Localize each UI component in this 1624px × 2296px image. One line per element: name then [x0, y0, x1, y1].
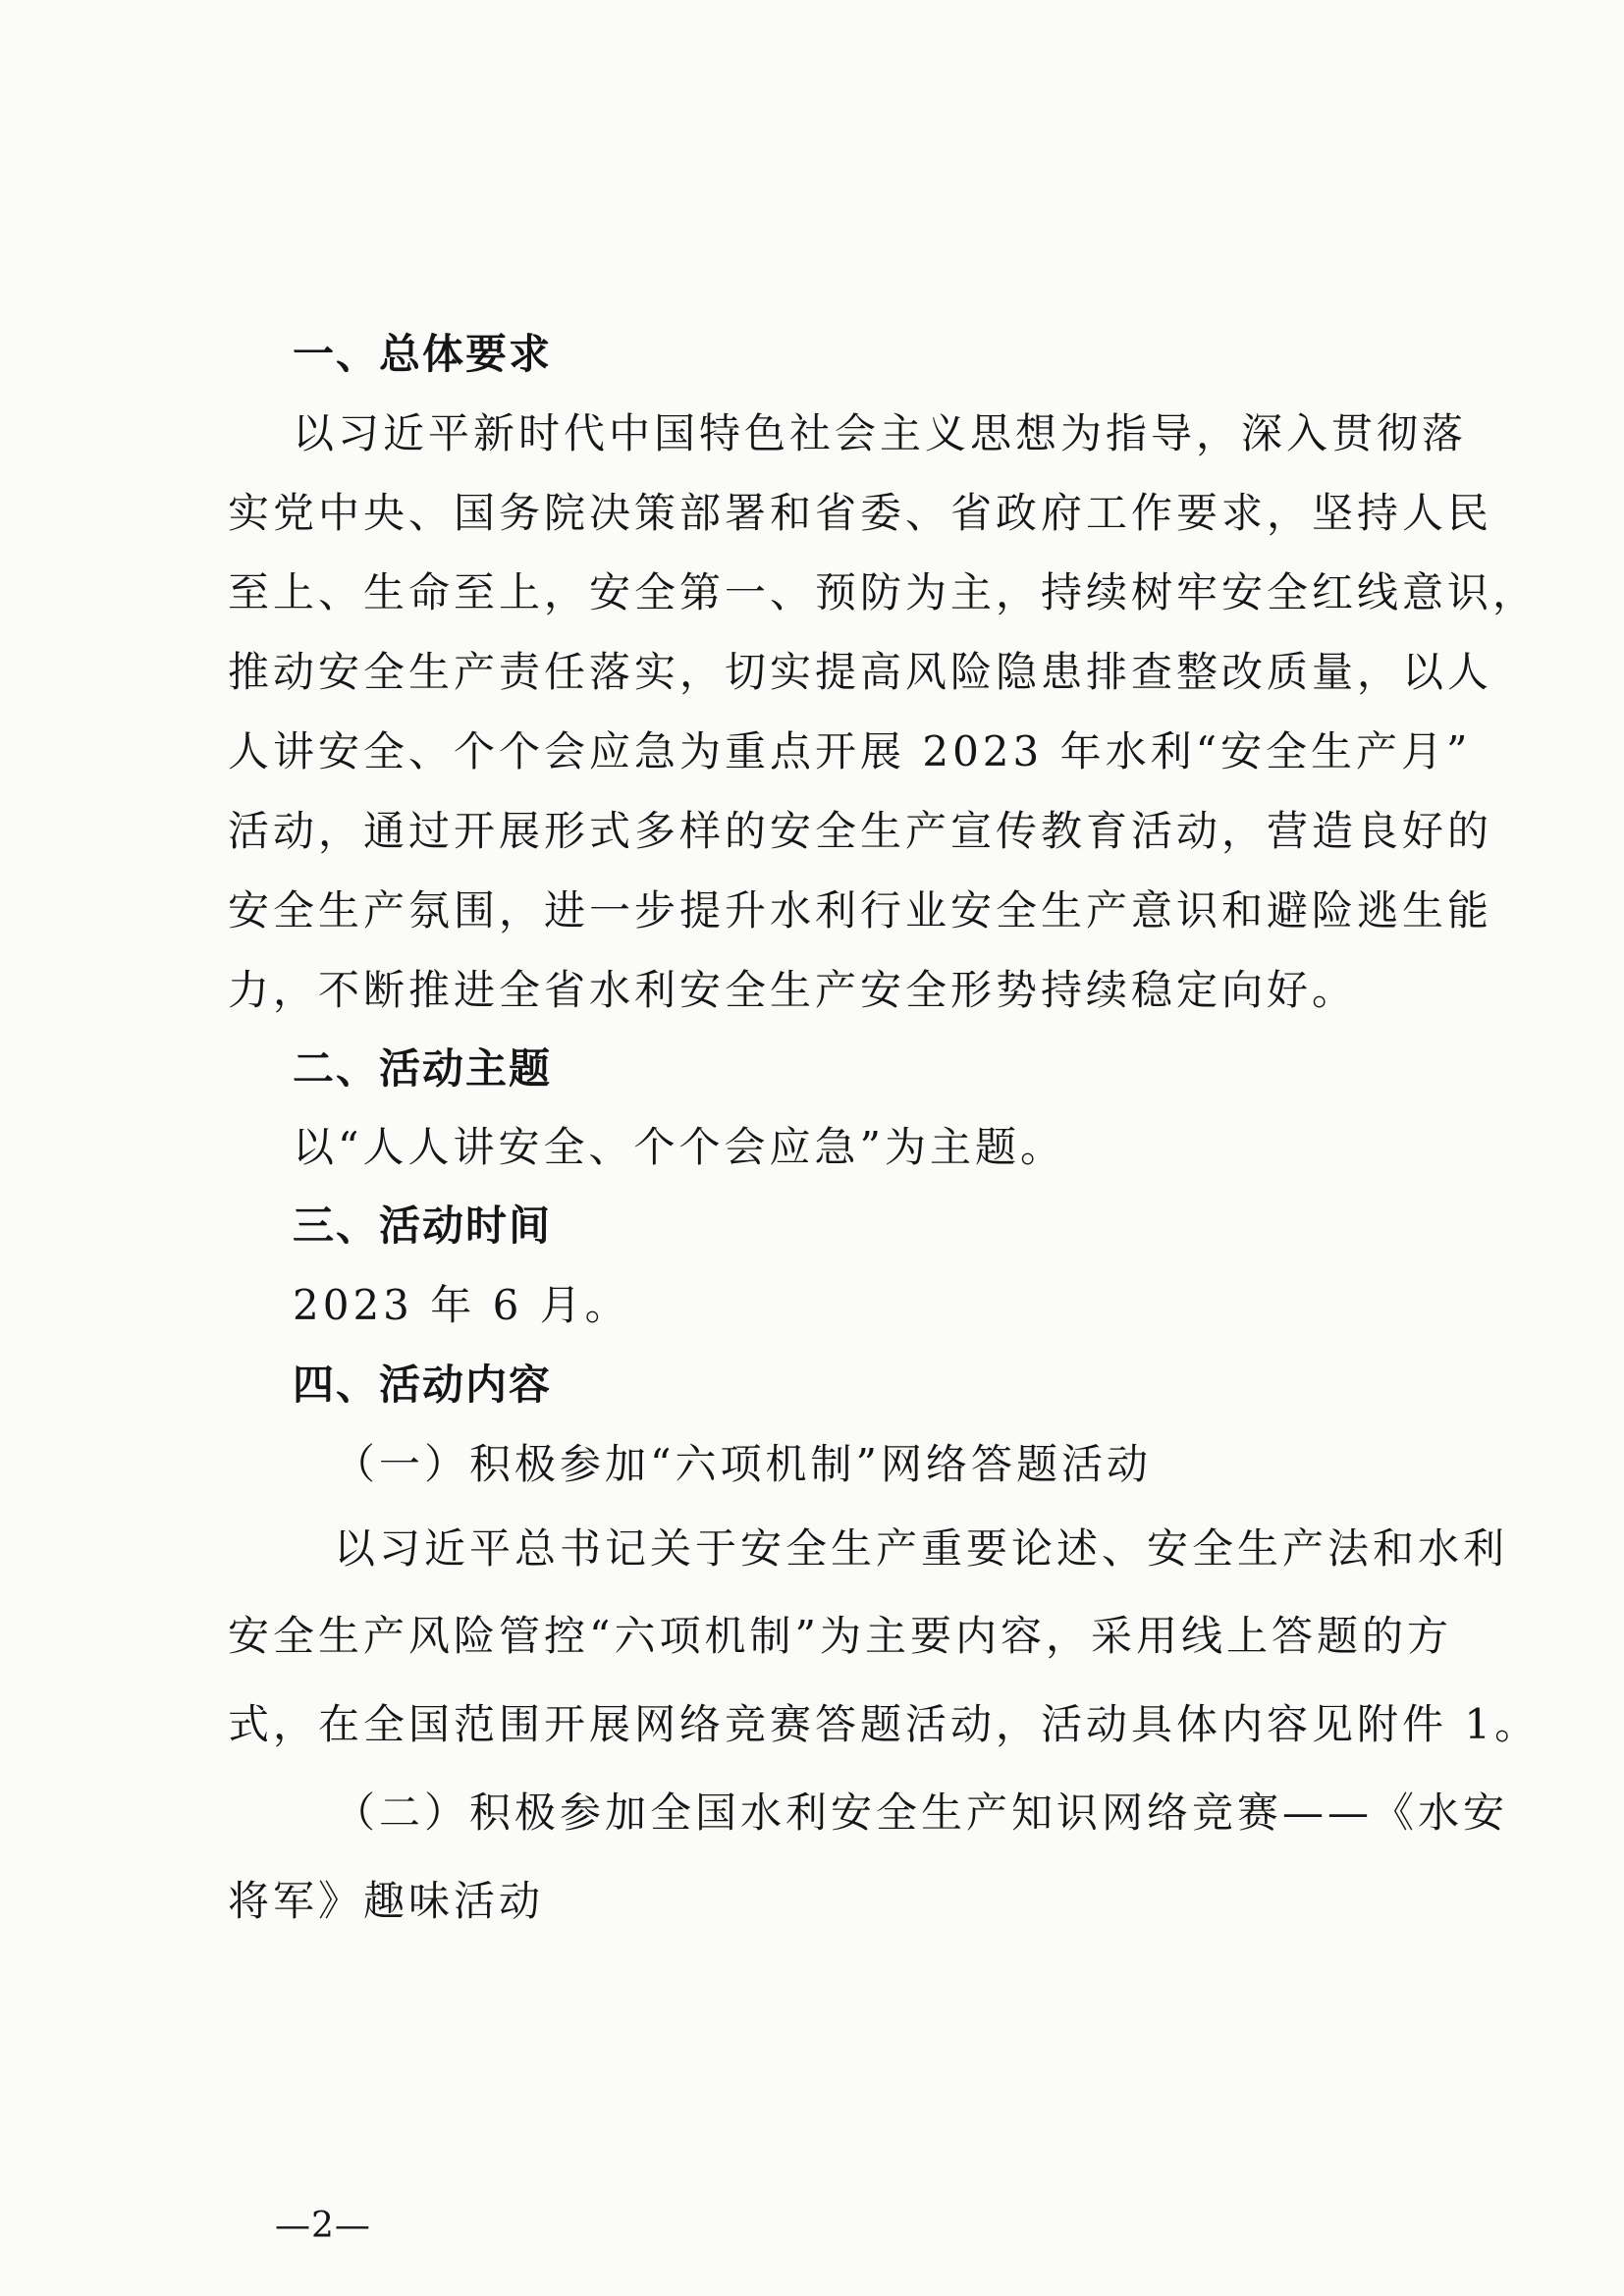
paragraph-line: 以习近平总书记关于安全生产重要论述、安全生产法和水利 — [334, 1524, 1509, 1573]
subsection-heading-2: （二）积极参加全国水利安全生产知识网络竞赛——《水安 — [334, 1789, 1509, 1837]
subsection-heading-1: （一）积极参加“六项机制”网络答题活动 — [334, 1440, 1152, 1488]
paragraph-line: 2023 年 6 月。 — [293, 1281, 630, 1329]
paragraph-line: 人讲安全、个个会应急为重点开展 2023 年水利“安全生产月” — [228, 727, 1472, 775]
section-heading-1: 一、总体要求 — [293, 330, 553, 378]
paragraph-line: 以“人人讲安全、个个会应急”为主题。 — [293, 1123, 1065, 1171]
page-number: —2— — [275, 2206, 371, 2246]
paragraph-line: 以习近平新时代中国特色社会主义思想为指导，深入贯彻落 — [293, 409, 1468, 457]
paragraph-line: 活动，通过开展形式多样的安全生产宣传教育活动，营造良好的 — [228, 807, 1493, 855]
paragraph-line: 安全生产氛围，进一步提升水利行业安全生产意识和避险逃生能 — [228, 886, 1493, 934]
section-heading-2: 二、活动主题 — [293, 1044, 553, 1093]
section-heading-3: 三、活动时间 — [293, 1201, 553, 1250]
section-heading-4: 四、活动内容 — [293, 1361, 553, 1409]
paragraph-line: 力，不断推进全省水利安全生产安全形势持续稳定向好。 — [228, 966, 1358, 1014]
paragraph-line: 实党中央、国务院决策部署和省委、省政府工作要求，坚持人民 — [228, 489, 1493, 537]
paragraph-line: 推动安全生产责任落实，切实提高风险隐患排查整改质量，以人 — [228, 648, 1493, 696]
paragraph-line: 安全生产风险管控“六项机制”为主要内容，采用线上答题的方 — [228, 1612, 1452, 1660]
paragraph-line: 至上、生命至上，安全第一、预防为主，持续树牢安全红线意识， — [228, 568, 1539, 616]
paragraph-line: 式，在全国范围开展网络竞赛答题活动，活动具体内容见附件 1。 — [228, 1700, 1541, 1748]
paragraph-line: 将军》趣味活动 — [228, 1877, 545, 1925]
